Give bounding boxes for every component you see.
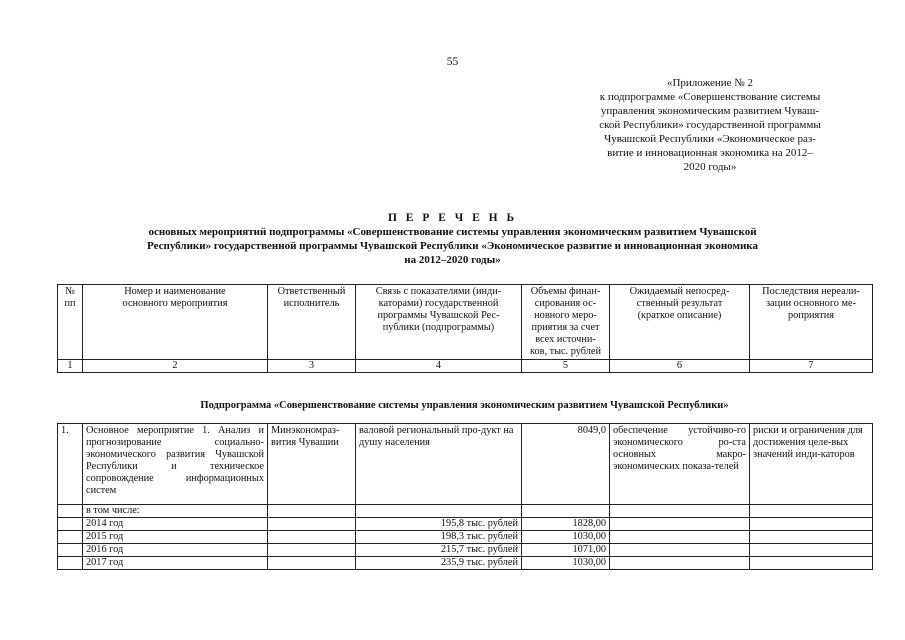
col-number: 3 [268, 360, 356, 373]
empty-cell [750, 531, 873, 544]
col-number: 7 [750, 360, 873, 373]
col-header-num: № пп [58, 285, 83, 360]
col-number: 5 [522, 360, 610, 373]
col-header-indicator: Связь с показателями (инди- каторами) государственной программы Чувашской Рес- публики (подпрограммы) [356, 285, 522, 360]
appendix-line: ской Республики» государственной программы [599, 119, 821, 131]
empty-cell [268, 505, 356, 518]
year-cell: 2016 год [83, 544, 268, 557]
year-amount: 1030,00 [522, 557, 610, 570]
table-row [58, 505, 873, 518]
table-row [58, 531, 873, 544]
col-header-consequence: Последствия нереали- зации основного ме- роприятия [750, 285, 873, 360]
col-header-result: Ожидаемый непосред- ственный результат (краткое описание) [610, 285, 750, 360]
row-num: 1. [58, 424, 83, 505]
table-row [58, 424, 873, 505]
document-heading [0, 211, 905, 267]
row-name: Основное мероприятие 1. Анализ и прогнозирование социально-экономического развития Чувашской Республики и техническое сопровождение информационных систем [83, 424, 268, 505]
appendix-line: витие и инновационная экономика на 2012– [607, 147, 813, 159]
row-consequence: риски и ограничения для достижения целе-вых значений инди-каторов [750, 424, 873, 505]
empty-cell [610, 518, 750, 531]
empty-cell [750, 544, 873, 557]
row-result: обеспечение устойчиво-го экономического ро-ста основных макро-экономических показа-телей [610, 424, 750, 505]
col-number: 6 [610, 360, 750, 373]
row-amount: 8049,0 [522, 424, 610, 505]
header-table [57, 284, 873, 373]
heading-line: основных мероприятий подпрограммы «Совершенствование системы управления экономическим развитием Чувашской [148, 226, 757, 238]
empty-cell [58, 505, 83, 518]
col-number: 1 [58, 360, 83, 373]
table-row [58, 518, 873, 531]
row-indicator: валовой региональный про-дукт на душу населения [356, 424, 522, 505]
empty-cell [58, 531, 83, 544]
table-row [58, 557, 873, 570]
header-row [58, 285, 873, 360]
appendix-note [560, 76, 860, 174]
empty-cell [750, 505, 873, 518]
empty-cell [356, 505, 522, 518]
appendix-line: Чувашской Республики «Экономическое раз- [604, 133, 816, 145]
year-amount: 1071,00 [522, 544, 610, 557]
year-amount: 1828,00 [522, 518, 610, 531]
year-cell: 2017 год [83, 557, 268, 570]
appendix-line: управления экономическим развитием Чуваш- [600, 105, 820, 117]
empty-cell [268, 544, 356, 557]
col-header-name: Номер и наименование основного мероприятия [83, 285, 268, 360]
year-indicator: 235,9 тыс. рублей [356, 557, 522, 570]
empty-cell [58, 518, 83, 531]
section-title: Подпрограмма «Совершенствование системы управления экономическим развитием Чувашской Республики» [200, 400, 729, 411]
empty-cell [610, 557, 750, 570]
year-indicator: 215,7 тыс. рублей [356, 544, 522, 557]
col-number: 4 [356, 360, 522, 373]
year-indicator: 198,3 тыс. рублей [356, 531, 522, 544]
col-number: 2 [83, 360, 268, 373]
empty-cell [268, 531, 356, 544]
col-header-amount: Объемы финан- сирования ос- новного меро- приятия за счет всех источни- ков, тыс. рублей [522, 285, 610, 360]
including-label: в том числе: [83, 505, 268, 518]
empty-cell [268, 518, 356, 531]
empty-cell [610, 531, 750, 544]
empty-cell [750, 518, 873, 531]
heading-line: на 2012–2020 годы» [404, 254, 501, 266]
year-indicator: 195,8 тыс. рублей [356, 518, 522, 531]
measures-table [57, 423, 873, 570]
empty-cell [522, 505, 610, 518]
heading-line: Республики» государственной программы Чувашской Республики «Экономическое развитие и инновационная экономика [147, 240, 758, 252]
appendix-line: «Приложение № 2 [666, 77, 754, 89]
column-number-row [58, 360, 873, 373]
appendix-line: к подпрограмме «Совершенствование системы [599, 91, 821, 103]
year-amount: 1030,00 [522, 531, 610, 544]
empty-cell [750, 557, 873, 570]
col-header-executor: Ответственный исполнитель [268, 285, 356, 360]
row-executor: Минэкономраз-вития Чувашии [268, 424, 356, 505]
empty-cell [610, 544, 750, 557]
heading-title: П Е Р Е Ч Е Н Ь [387, 212, 518, 224]
year-cell: 2014 год [83, 518, 268, 531]
table-row [58, 544, 873, 557]
page-number: 55 [446, 56, 459, 68]
appendix-line: 2020 годы» [683, 161, 737, 173]
empty-cell [610, 505, 750, 518]
empty-cell [58, 557, 83, 570]
empty-cell [58, 544, 83, 557]
year-cell: 2015 год [83, 531, 268, 544]
empty-cell [268, 557, 356, 570]
